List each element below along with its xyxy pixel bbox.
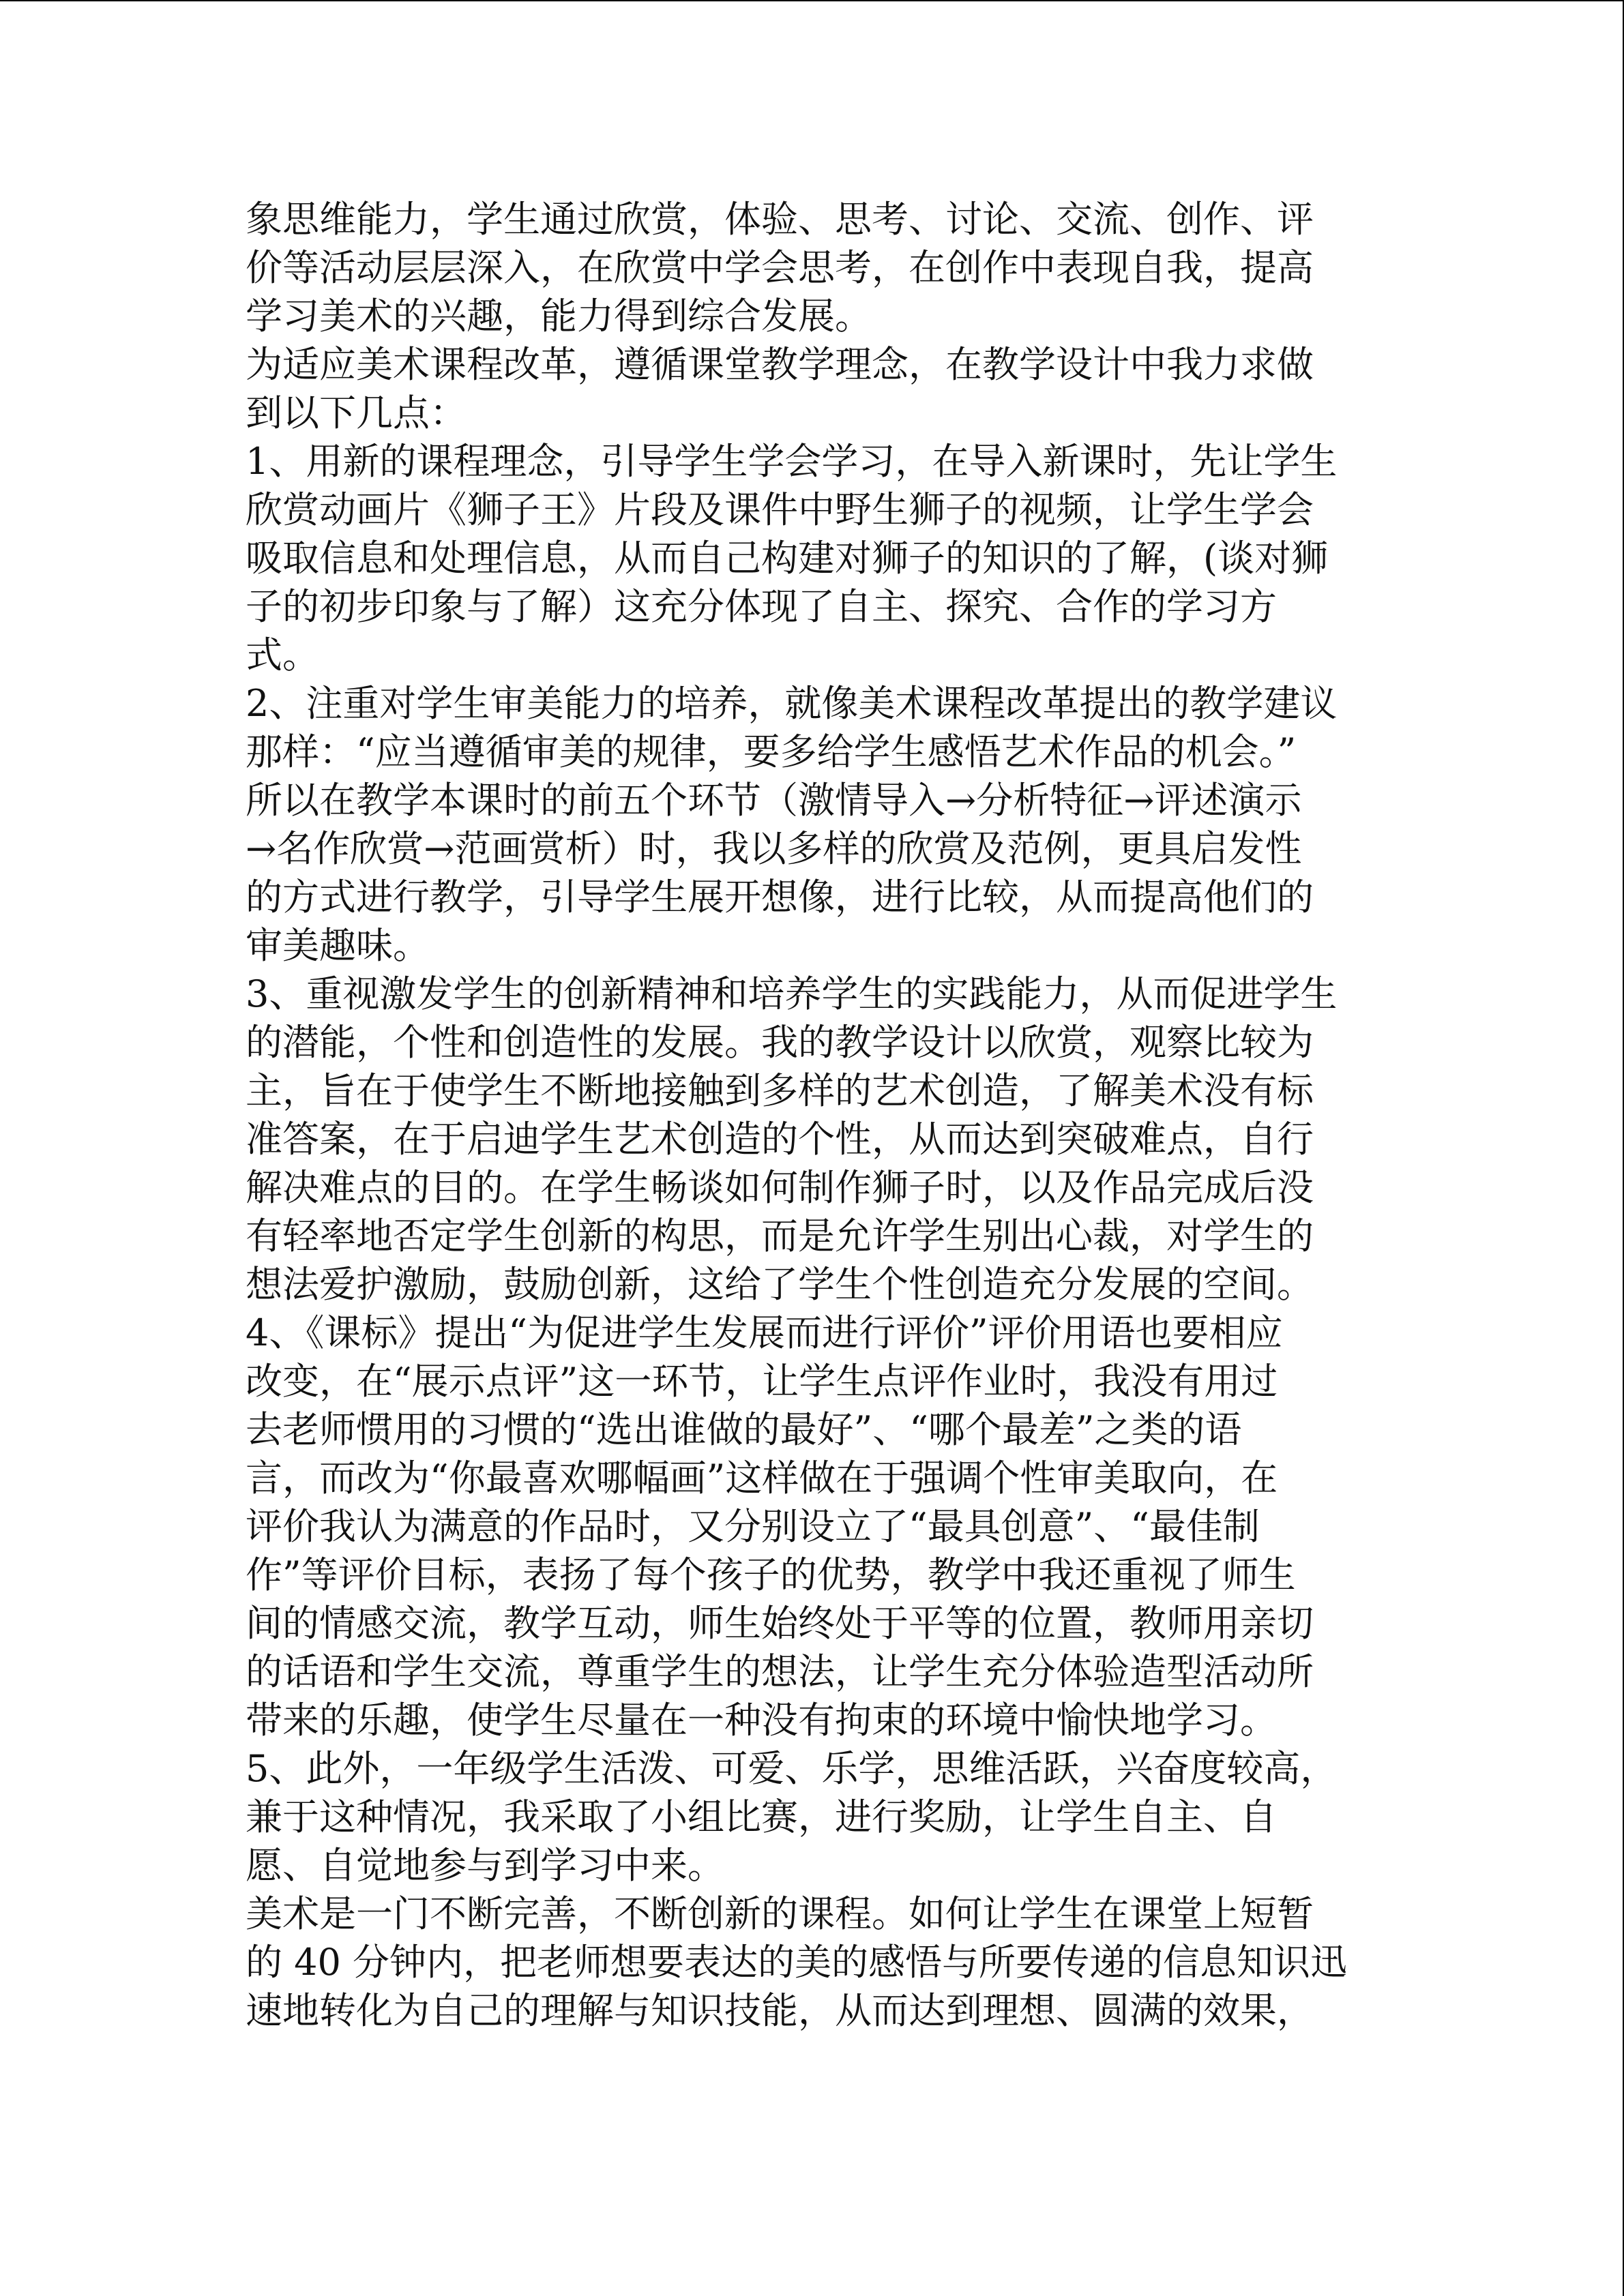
text-line: 价等活动层层深入，在欣赏中学会思考，在创作中表现自我，提高 [246,246,1314,289]
document-body [246,195,1378,2035]
text-line: 美术是一门不断完善，不断创新的课程。如何让学生在课堂上短暂 [246,1892,1314,1935]
text-line: 准答案，在于启迪学生艺术创造的个性，从而达到突破难点，自行 [246,1118,1314,1161]
text-line: →名作欣赏→范画赏析）时，我以多样的欣赏及范例，更具启发性 [246,827,1302,870]
text-line: 去老师惯用的习惯的“选出谁做的最好”、“哪个最差”之类的语 [246,1408,1242,1451]
text-line: 子的初步印象与了解）这充分体现了自主、探究、合作的学习方 [246,585,1277,628]
text-line: 解决难点的目的。在学生畅谈如何制作狮子时，以及作品完成后没 [246,1166,1314,1209]
text-line: 间的情感交流，教学互动，师生始终处于平等的位置，教师用亲切 [246,1602,1314,1645]
text-line: 兼于这种情况，我采取了小组比赛，进行奖励，让学生自主、自 [246,1795,1277,1838]
text-line: 愿、自觉地参与到学习中来。 [246,1844,724,1887]
text-line: 所以在教学本课时的前五个环节（激情导入→分析特征→评述演示 [246,779,1302,822]
text-line: 作”等评价目标，表扬了每个孩子的优势，教学中我还重视了师生 [246,1553,1296,1596]
text-line: 式。 [246,633,319,676]
text-line: 那样：“应当遵循审美的规律，要多给学生感悟艺术作品的机会。” [246,730,1297,773]
text-line: 的话语和学生交流，尊重学生的想法，让学生充分体验造型活动所 [246,1650,1314,1693]
text-line: 欣赏动画片《狮子王》片段及课件中野生狮子的视频，让学生学会 [246,488,1314,531]
text-line: 2、注重对学生审美能力的培养，就像美术课程改革提出的教学建议 [246,682,1338,725]
text-line: 吸取信息和处理信息，从而自己构建对狮子的知识的了解，(谈对狮 [246,537,1329,580]
text-line: 想法爱护激励，鼓励创新，这给了学生个性创造充分发展的空间。 [246,1263,1314,1306]
text-line: 为适应美术课程改革，遵循课堂教学理念，在教学设计中我力求做 [246,343,1314,386]
text-line: 3、重视激发学生的创新精神和培养学生的实践能力，从而促进学生 [246,972,1338,1015]
text-line: 到以下几点： [246,391,467,434]
text-line: 5、此外，一年级学生活泼、可爱、乐学，思维活跃，兴奋度较高， [246,1747,1338,1790]
text-line: 的潜能，个性和创造性的发展。我的教学设计以欣赏，观察比较为 [246,1021,1314,1064]
text-line: 主，旨在于使学生不断地接触到多样的艺术创造，了解美术没有标 [246,1069,1314,1112]
text-line: 学习美术的兴趣，能力得到综合发展。 [246,295,872,338]
text-line: 评价我认为满意的作品时，又分别设立了“最具创意”、“最佳制 [246,1505,1260,1548]
text-line: 的 40 分钟内，把老师想要表达的美的感悟与所要传递的信息知识迅 [246,1941,1348,1984]
text-line: 言，而改为“你最喜欢哪幅画”这样做在于强调个性审美取向，在 [246,1457,1278,1500]
text-line: 有轻率地否定学生创新的构思，而是允许学生别出心裁，对学生的 [246,1214,1314,1257]
text-line: 改变，在“展示点评”这一环节，让学生点评作业时，我没有用过 [246,1360,1278,1403]
text-line: 4、《课标》提出“为促进学生发展而进行评价”评价用语也要相应 [246,1311,1283,1354]
text-line: 1、用新的课程理念，引导学生学会学习，在导入新课时，先让学生 [246,440,1338,483]
text-line: 审美趣味。 [246,924,430,967]
text-line: 象思维能力，学生通过欣赏，体验、思考、讨论、交流、创作、评 [246,198,1314,241]
text-line: 速地转化为自己的理解与知识技能，从而达到理想、圆满的效果， [246,1989,1314,2032]
text-line: 的方式进行教学，引导学生展开想像，进行比较，从而提高他们的 [246,876,1314,919]
text-line: 带来的乐趣，使学生尽量在一种没有拘束的环境中愉快地学习。 [246,1699,1277,1742]
